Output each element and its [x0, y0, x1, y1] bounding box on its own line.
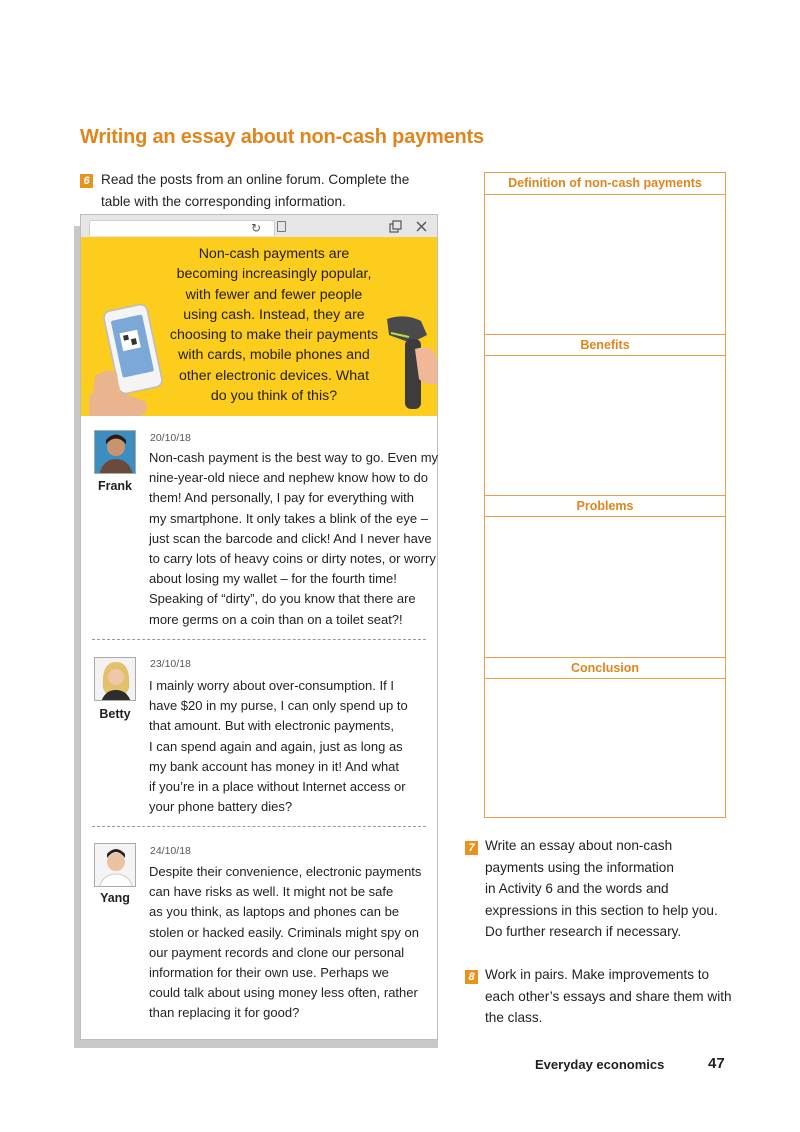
user-portrait-icon: [95, 844, 136, 887]
footer-section-name: Everyday economics: [535, 1057, 665, 1072]
post-line: have $20 in my purse, I can only spend up to: [149, 698, 408, 714]
forum-banner: [81, 237, 437, 416]
post-line: my smartphone. It only takes a blink of the eye –: [149, 510, 428, 526]
banner-line: becoming increasingly popular,: [176, 266, 372, 283]
post-line: stolen or hacked easily. Criminals might spy on: [149, 924, 419, 940]
post-line: could talk about using money less often, rather: [149, 985, 418, 1001]
post-line: if you’re in a place without Internet access or: [149, 779, 406, 795]
new-tab-icon[interactable]: [277, 221, 286, 232]
refresh-icon[interactable]: ↻: [251, 221, 262, 235]
avatar-frank: [94, 430, 136, 474]
instruction-line: payments using the information: [485, 859, 674, 875]
instruction-line: the class.: [485, 1010, 543, 1025]
forum-question: [167, 244, 381, 406]
post-date: 20/10/18: [150, 432, 191, 444]
post-line: to carry lots of heavy coins or dirty notes, or worry: [149, 551, 436, 567]
post-body-betty: [149, 676, 439, 817]
instruction-line: expressions in this section to help you.: [485, 902, 718, 918]
table-header-benefits: Benefits: [485, 334, 725, 356]
close-window-icon[interactable]: [415, 220, 428, 233]
instruction-line: each other’s essays and share them with: [485, 988, 732, 1004]
post-line: your phone battery dies?: [149, 799, 293, 815]
post-line: my bank account has money in it! And what: [149, 758, 400, 774]
activity-8-number: 8: [465, 970, 478, 984]
table-header-problems: Problems: [485, 495, 725, 517]
post-divider: [92, 639, 426, 640]
post-line: Speaking of “dirty”, do you know that there are: [149, 591, 416, 607]
activity-7-number: 7: [465, 841, 478, 855]
barcode-scanner-illustration: [381, 313, 437, 416]
phone-in-hand-illustration: [89, 297, 179, 416]
banner-line: other electronic devices. What: [178, 367, 370, 384]
username-betty: Betty: [99, 707, 131, 721]
notes-table: [484, 172, 726, 818]
banner-line: choosing to make their payments: [169, 327, 379, 344]
address-bar[interactable]: [89, 220, 275, 236]
post-body-yang: [149, 862, 439, 1024]
post-line: I mainly worry about over-consumption. If I: [149, 678, 394, 693]
activity-8-instructions: [485, 964, 775, 1029]
user-portrait-icon: [95, 658, 136, 701]
page-title: Writing an essay about non-cash payments: [80, 126, 484, 148]
post-line: I can spend again and again, just as long as: [149, 738, 403, 754]
user-portrait-icon: [95, 431, 136, 474]
post-divider: [92, 826, 426, 827]
activity-6-instructions: [101, 169, 451, 212]
instruction-line: Work in pairs. Make improvements to: [485, 967, 710, 982]
post-line: Non-cash payment is the best way to go. Even my: [149, 450, 439, 465]
post-line: our payment records and clone our personal: [149, 944, 405, 960]
post-line: just scan the barcode and click! And I never have: [149, 530, 432, 546]
table-header-conclusion: Conclusion: [485, 657, 725, 679]
banner-line: using cash. Instead, they are: [183, 306, 365, 323]
post-line: them! And personally, I pay for everything with: [149, 490, 414, 506]
post-line: about losing my wallet – for the fourth time!: [149, 571, 397, 587]
restore-window-icon[interactable]: [389, 220, 402, 233]
activity-7-instructions: [485, 835, 775, 943]
username-frank: Frank: [97, 479, 133, 493]
activity-6-number: 6: [80, 174, 93, 188]
post-line: than replacing it for good?: [149, 1005, 300, 1021]
avatar-yang: [94, 843, 136, 887]
instruction-line: Do further research if necessary.: [485, 924, 682, 939]
table-header-definition: Definition of non-cash payments: [485, 173, 725, 195]
banner-line: Non-cash payments are: [198, 246, 350, 262]
browser-toolbar: [81, 215, 437, 237]
instruction-line: table with the corresponding information.: [101, 193, 346, 209]
post-line: that amount. But with electronic payments,: [149, 718, 394, 734]
post-line: nine-year-old niece and nephew know how to do: [149, 470, 428, 486]
banner-line: with cards, mobile phones and: [178, 347, 370, 364]
instruction-line: Read the posts from an online forum. Complete the: [101, 172, 410, 187]
post-line: can have risks as well. It might not be safe: [149, 884, 394, 900]
post-line: Despite their convenience, electronic payments: [149, 864, 422, 879]
post-body-frank: [149, 448, 439, 630]
banner-line: with fewer and fewer people: [185, 286, 363, 303]
post-line: more germs on a coin than on a toilet seat?!: [149, 611, 403, 627]
instruction-line: Write an essay about non-cash: [485, 838, 673, 853]
post-date: 24/10/18: [150, 845, 191, 857]
post-date: 23/10/18: [150, 658, 191, 670]
instruction-line: in Activity 6 and the words and: [485, 881, 669, 896]
username-yang: Yang: [100, 891, 130, 905]
post-line: information for their own use. Perhaps we: [149, 965, 389, 981]
banner-line: do you think of this?: [210, 388, 338, 405]
post-line: as you think, as laptops and phones can be: [149, 904, 400, 920]
avatar-betty: [94, 657, 136, 701]
page-number: 47: [708, 1055, 725, 1072]
